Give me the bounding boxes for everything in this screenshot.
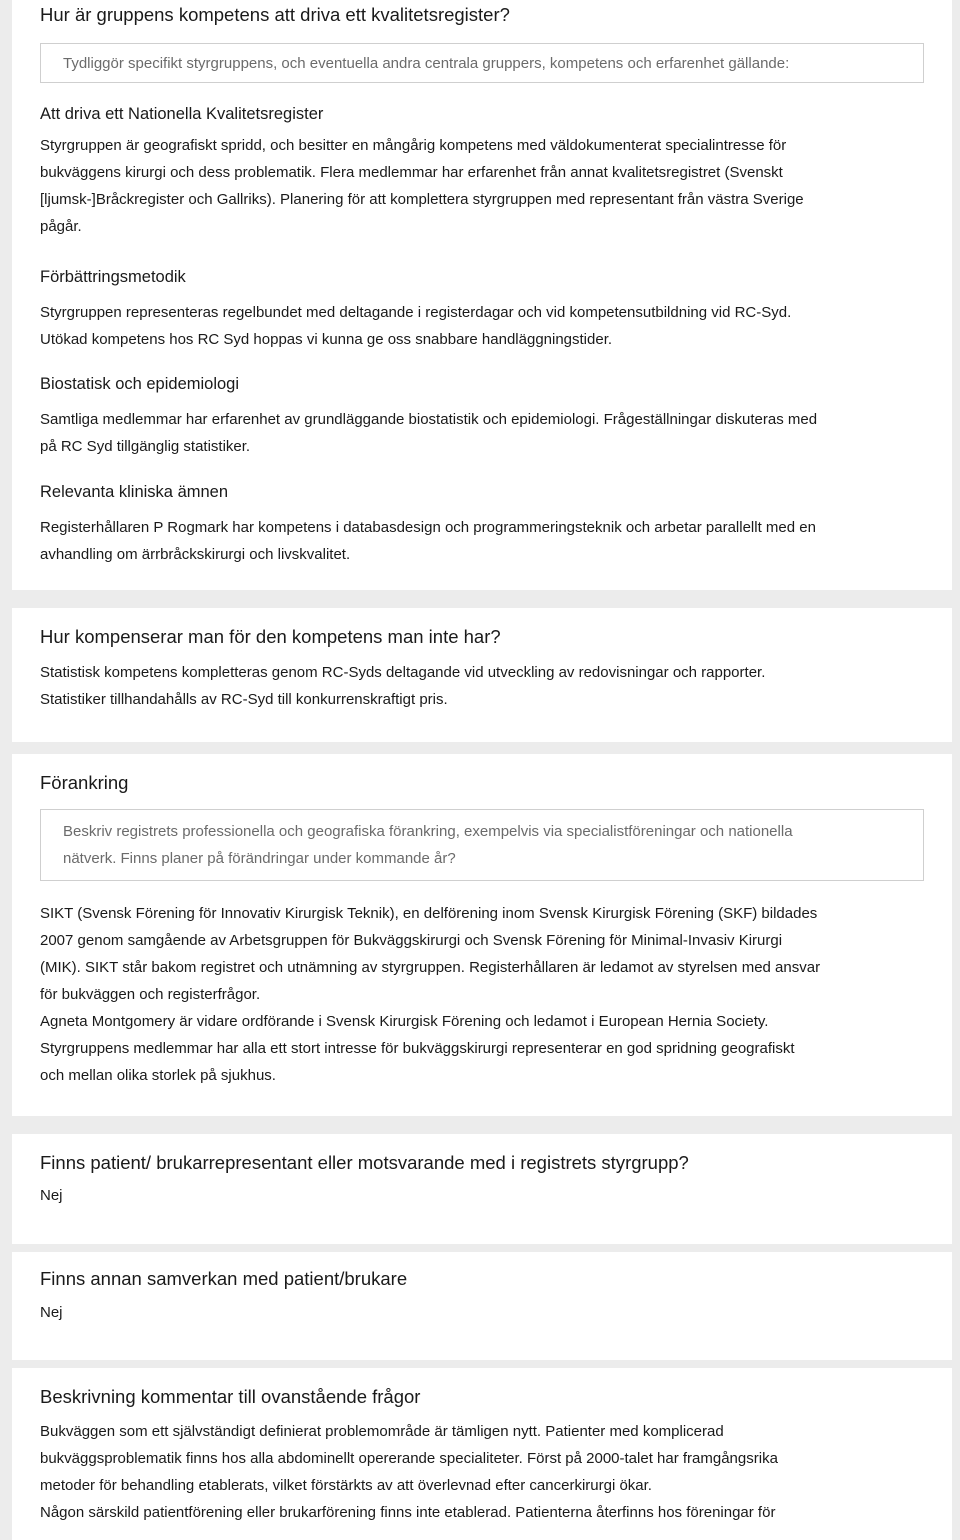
- patient-representative-section: [12, 1134, 952, 1244]
- paragraph-line: Styrgruppens medlemmar har alla ett stort intresse för bukväggskirurgi representerar en god spridning geografiskt: [40, 1040, 795, 1057]
- patient-collaboration-section: [12, 1252, 952, 1360]
- paragraph-line: på RC Syd tillgänglig statistiker.: [40, 438, 251, 455]
- comment-section-title: Beskrivning kommentar till ovanstående frågor: [40, 1386, 421, 1407]
- guidance-line: Beskriv registrets professionella och geografiska förankring, exempelvis via specialistföreningar och nationella: [63, 823, 793, 840]
- compensation-section-title: Hur kompenserar man för den kompetens man inte har?: [40, 626, 501, 647]
- paragraph-line: Agneta Montgomery är vidare ordförande i Svensk Kirurgisk Förening och ledamot i European Hernia Society.: [40, 1013, 769, 1030]
- subsection-heading: Förbättringsmetodik: [40, 268, 186, 286]
- paragraph-line: pågår.: [40, 218, 82, 235]
- paragraph-line: Samtliga medlemmar har erfarenhet av grundläggande biostatistik och epidemiologi. Frågeställningar diskuteras med: [40, 411, 818, 428]
- subsection-heading: Biostatisk och epidemiologi: [40, 375, 240, 393]
- paragraph-line: Statistiker tillhandahålls av RC-Syd till konkurrenskraftigt pris.: [40, 691, 448, 708]
- anchoring-section-title: Förankring: [40, 772, 129, 793]
- paragraph-line: och mellan olika storlek på sjukhus.: [40, 1067, 276, 1084]
- guidance-line: nätverk. Finns planer på förändringar under kommande år?: [63, 850, 456, 867]
- paragraph-line: Någon särskild patientförening eller brukarförening finns inte etablerad. Patienterna återfinns hos föreningar för: [40, 1504, 776, 1521]
- patient-representative-title: Finns patient/ brukarrepresentant eller motsvarande med i registrets styrgrupp?: [40, 1152, 689, 1173]
- anchoring-section: [12, 754, 952, 1116]
- patient-representative-answer: Nej: [40, 1187, 63, 1204]
- paragraph-line: bukväggens kirurgi och dess problematik. Flera medlemmar har erfarenhet från annat kvalitetsregistret (Svenskt: [40, 164, 783, 181]
- paragraph-line: Bukväggen som ett självständigt definierat problemområde är tämligen nytt. Patienter med komplicerad: [40, 1423, 724, 1440]
- paragraph-line: SIKT (Svensk Förening för Innovativ Kirurgisk Teknik), en delförening inom Svensk Kirurgisk Förening (SKF) bildades: [40, 905, 818, 922]
- paragraph-line: Utökad kompetens hos RC Syd hoppas vi kunna ge oss snabbare handläggningstider.: [40, 331, 613, 348]
- paragraph-line: bukväggsproblematik finns hos alla abdominellt opererande specialiteter. Först på 2000-talet har framgångsrika: [40, 1450, 778, 1467]
- competence-guidance-text: Tydliggör specifikt styrgruppens, och eventuella andra centrala gruppers, kompetens och erfarenhet gällande:: [63, 55, 790, 72]
- patient-collaboration-answer: Nej: [40, 1304, 63, 1321]
- paragraph-line: Statistisk kompetens kompletteras genom RC-Syds deltagande vid utveckling av redovisningar och rapporter.: [40, 664, 766, 681]
- competence-guidance-box: [40, 43, 924, 83]
- competence-section-title: Hur är gruppens kompetens att driva ett kvalitetsregister?: [40, 4, 510, 25]
- patient-collaboration-title: Finns annan samverkan med patient/brukare: [40, 1268, 408, 1289]
- compensation-section: [12, 608, 952, 742]
- subsection-improvement: [40, 268, 930, 353]
- subsection-biostatistics: [40, 375, 930, 460]
- subsection-heading: Att driva ett Nationella Kvalitetsregister: [40, 105, 324, 123]
- subsection-heading: Relevanta kliniska ämnen: [40, 483, 229, 501]
- paragraph-line: för bukväggen och registerfrågor.: [40, 986, 261, 1003]
- paragraph-line: Registerhållaren P Rogmark har kompetens i databasdesign och programmeringsteknik och arbetar parallellt med en: [40, 519, 816, 536]
- paragraph-line: avhandling om ärrbråckskirurgi och livskvalitet.: [40, 546, 351, 563]
- comment-section: [12, 1368, 952, 1540]
- competence-section: [12, 0, 952, 590]
- paragraph-line: Styrgruppen representeras regelbundet med deltagande i registerdagar och vid kompetensutbildning vid RC-Syd.: [40, 304, 792, 321]
- subsection-register: [40, 105, 930, 240]
- paragraph-line: (MIK). SIKT står bakom registret och utnämning av styrgruppen. Registerhållaren är ledamot av styrelsen med ansvar: [40, 959, 821, 976]
- paragraph-line: metoder för behandling etablerats, vilket förstärkts av att överlevnad efter cancerkirurgi ökar.: [40, 1477, 652, 1494]
- anchoring-guidance-box: [40, 809, 924, 881]
- paragraph-line: 2007 genom samgående av Arbetsgruppen för Bukväggskirurgi och Svensk Förening för Minimal-Invasiv Kirurgi: [40, 932, 783, 949]
- paragraph-line: Styrgruppen är geografiskt spridd, och besitter en mångårig kompetens med väldokumenterat specialintresse för: [40, 137, 787, 154]
- paragraph-line: [ljumsk-]Bråckregister och Gallriks). Planering för att komplettera styrgruppen med representant från västra Sverige: [40, 191, 804, 208]
- subsection-clinical: [40, 483, 930, 568]
